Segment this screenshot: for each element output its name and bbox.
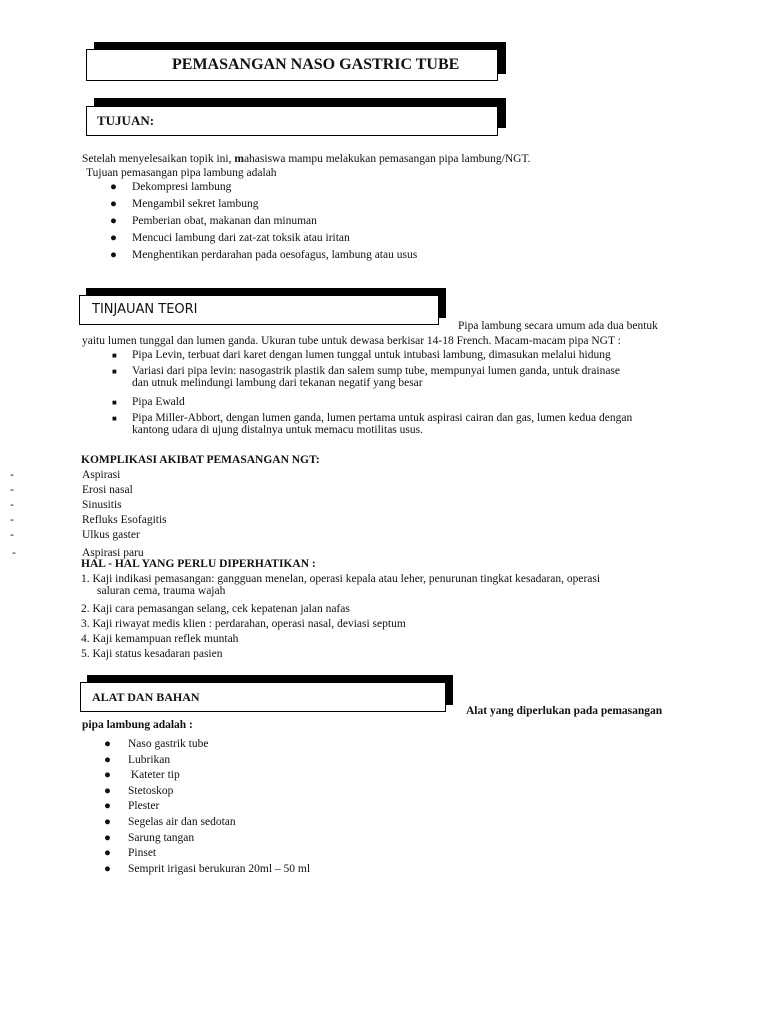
list-item: 2. Kaji cara pemasangan selang, cek kepatenan jalan nafas	[81, 603, 350, 615]
komplikasi-heading: KOMPLIKASI AKIBAT PEMASANGAN NGT:	[81, 454, 320, 466]
list-item: ● Pinset	[104, 847, 157, 860]
tinjauan-box	[79, 295, 439, 325]
list-item: ● Segelas air dan sedotan	[104, 815, 236, 828]
tujuan-intro: Setelah menyelesaikan topik ini, mahasiswa mampu melakukan pemasangan pipa lambung/NGT.	[82, 153, 531, 165]
list-item: ● Dekompresi lambung	[110, 181, 232, 193]
list-item: ● Plester	[104, 800, 160, 813]
list-item: 1. Kaji indikasi pemasangan: gangguan menelan, operasi kepala atau leher, penurunan tingkat kesadaran, operasi saluran cema, trauma wajah	[81, 573, 601, 597]
tujuan-box	[86, 106, 498, 136]
alat-intro-part1: Alat yang diperlukan pada pemasangan	[466, 705, 663, 717]
list-item: 5. Kaji status kesadaran pasien	[81, 648, 223, 660]
list-item: ● Kateter tip	[104, 769, 180, 782]
tujuan-sub-intro: Tujuan pemasangan pipa lambung adalah	[86, 167, 277, 179]
hal-list	[81, 573, 600, 663]
tujuan-heading: TUJUAN:	[97, 113, 155, 128]
tinjauan-list	[112, 349, 633, 443]
list-item: 4. Kaji kemampuan reflek muntah	[81, 633, 239, 645]
list-item: ● Lubrikan	[104, 753, 171, 766]
tinjauan-heading: TINJAUAN TEORI	[92, 302, 198, 317]
alat-list	[104, 738, 311, 878]
list-item: ● Stetoskop	[104, 784, 174, 797]
list-item: ● Semprit irigasi berukuran 20ml – 50 ml	[104, 862, 311, 875]
page-title: PEMASANGAN NASO GASTRIC TUBE	[172, 56, 460, 73]
alat-box	[80, 682, 446, 712]
hal-heading: HAL - HAL YANG PERLU DIPERHATIKAN :	[81, 558, 316, 570]
alat-heading: ALAT DAN BAHAN	[92, 690, 200, 704]
list-item: ● Pemberian obat, makanan dan minuman	[110, 215, 317, 227]
list-item: 3. Kaji riwayat medis klien : perdarahan, operasi nasal, deviasi septum	[81, 618, 406, 630]
title-box	[86, 49, 498, 81]
tujuan-list	[110, 181, 418, 266]
alat-intro-part2: pipa lambung adalah :	[82, 719, 193, 731]
list-item: ● Mengambil sekret lambung	[110, 198, 259, 210]
list-item: ● Naso gastrik tube	[104, 738, 209, 750]
list-item: ■ Variasi dari pipa levin: nasogastrik plastik dan salem sump tube, mempunyai lumen ganda, untuk drainase dan utnuk melindungi lambung dari tekanan negatif yang besar	[112, 365, 620, 389]
tinjauan-para-part1: Pipa lambung secara umum ada dua bentuk	[458, 320, 658, 332]
list-item: ● Menghentikan perdarahan pada oesofagus, lambung atau usus	[110, 249, 418, 261]
list-item: ■ Pipa Miller-Abbort, dengan lumen ganda, lumen pertama untuk aspirasi cairan dan gas, lumen kedua dengan kantong udara di ujung distalnya untuk memacu motilitas usus.	[112, 412, 633, 436]
list-item: ● Mencuci lambung dari zat-zat toksik atau iritan	[110, 232, 350, 244]
list-item: ■ Pipa Levin, terbuat dari karet dengan lumen tunggal untuk intubasi lambung, dimasukan melalui hidung	[112, 349, 611, 361]
list-item: ■ Pipa Ewald	[112, 396, 185, 408]
tinjauan-para-part2: yaitu lumen tunggal dan lumen ganda. Ukuran tube untuk dewasa berkisar 14-18 French. Macam-macam pipa NGT :	[82, 335, 621, 347]
list-item: ● Sarung tangan	[104, 831, 195, 844]
